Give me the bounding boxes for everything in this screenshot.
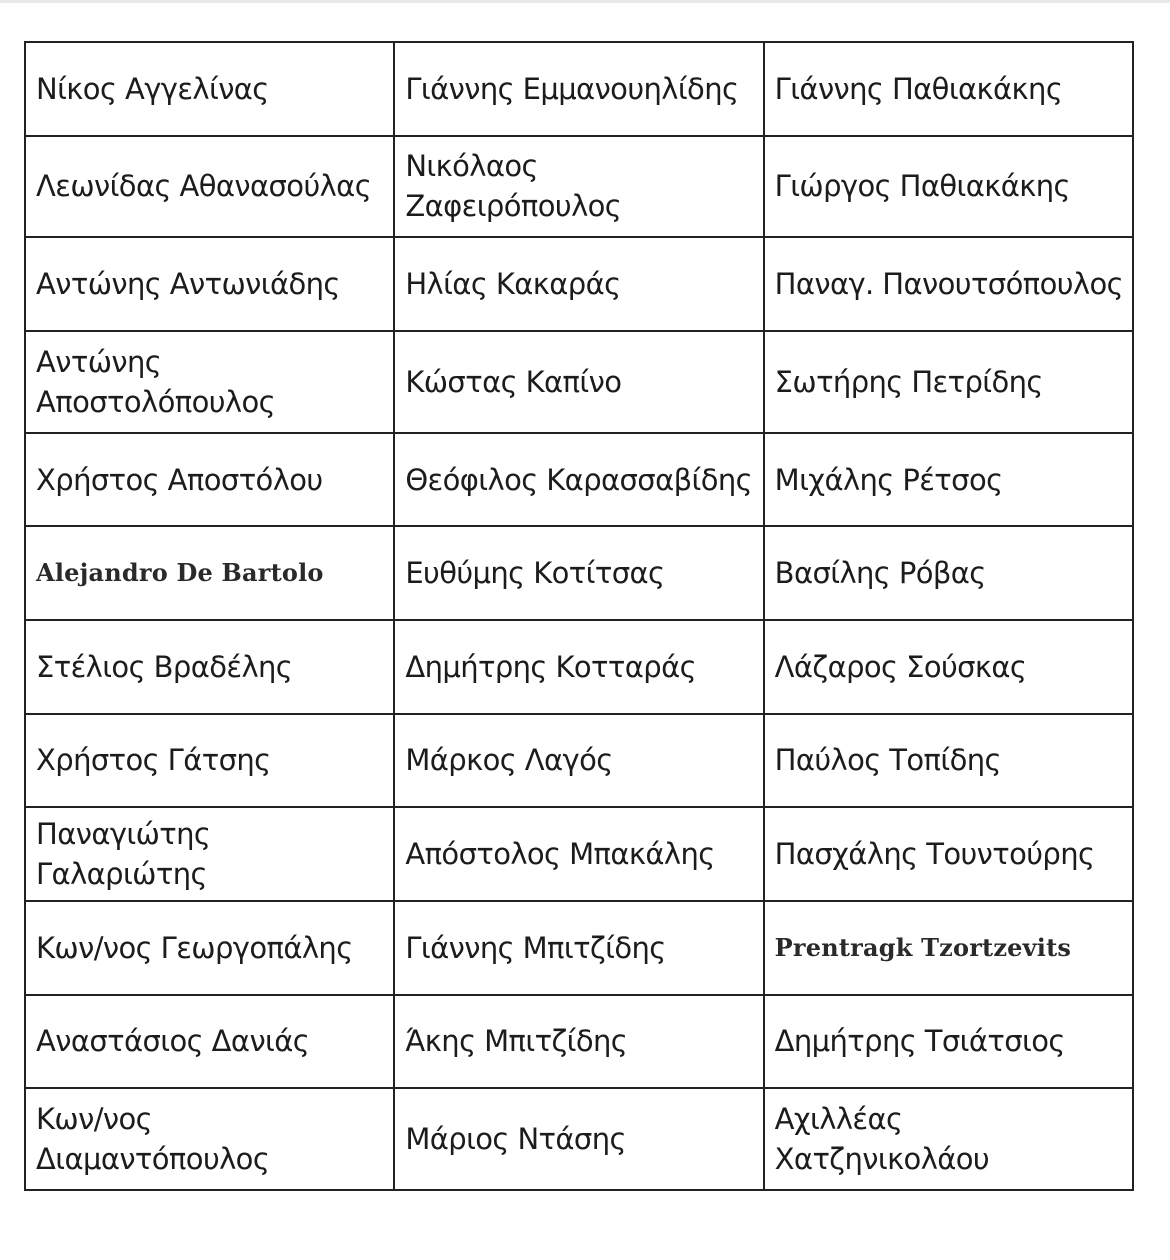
table-cell: Κων/νος Γεωργοπάλης — [25, 901, 394, 995]
table-cell: Άκης Μπιτζίδης — [394, 995, 763, 1089]
table-cell: Πασχάλης Τουντούρης — [764, 807, 1133, 901]
table-cell: Κων/νος Διαμαντόπουλος — [25, 1088, 394, 1190]
table-cell: Γιώργος Παθιακάκης — [764, 136, 1133, 238]
table-cell: Νικόλαος Ζαφειρόπουλος — [394, 136, 763, 238]
table-cell: Αχιλλέας Χατζηνικολάου — [764, 1088, 1133, 1190]
top-divider — [0, 0, 1170, 3]
table-cell: Παύλος Τοπίδης — [764, 714, 1133, 808]
table-cell: Χρήστος Αποστόλου — [25, 433, 394, 527]
table-cell: Ευθύμης Κοτίτσας — [394, 526, 763, 620]
table-cell: Λάζαρος Σούσκας — [764, 620, 1133, 714]
table-row — [25, 901, 1133, 995]
table-cell: Μάριος Ντάσης — [394, 1088, 763, 1190]
table-cell: Prentragk Tzortzevits — [764, 901, 1133, 995]
table-cell: Νίκος Αγγελίνας — [25, 42, 394, 136]
table-row — [25, 714, 1133, 808]
table-row — [25, 237, 1133, 331]
table-cell: Ηλίας Κακαράς — [394, 237, 763, 331]
table-cell: Alejandro De Bartolo — [25, 526, 394, 620]
table-row — [25, 807, 1133, 901]
table-cell: Δημήτρης Κοτταράς — [394, 620, 763, 714]
table-cell: Γιάννης Εμμανουηλίδης — [394, 42, 763, 136]
table-cell: Αναστάσιος Δανιάς — [25, 995, 394, 1089]
table-cell: Μιχάλης Ρέτσος — [764, 433, 1133, 527]
table-cell: Χρήστος Γάτσης — [25, 714, 394, 808]
table-cell: Αντώνης Αντωνιάδης — [25, 237, 394, 331]
table-row — [25, 331, 1133, 433]
table-cell: Παναγιώτης Γαλαριώτης — [25, 807, 394, 901]
table-row — [25, 1088, 1133, 1190]
table-row — [25, 42, 1133, 136]
table-cell: Γιάννης Μπιτζίδης — [394, 901, 763, 995]
table-cell: Στέλιος Βραδέλης — [25, 620, 394, 714]
table-cell: Λεωνίδας Αθανασούλας — [25, 136, 394, 238]
table-row — [25, 526, 1133, 620]
table-cell: Παναγ. Πανουτσόπουλος — [764, 237, 1133, 331]
table-cell: Αντώνης Αποστολόπουλος — [25, 331, 394, 433]
table-cell: Απόστολος Μπακάλης — [394, 807, 763, 901]
table-cell: Σωτήρης Πετρίδης — [764, 331, 1133, 433]
table-row — [25, 433, 1133, 527]
table-cell: Βασίλης Ρόβας — [764, 526, 1133, 620]
table-cell: Θεόφιλος Καρασσαβίδης — [394, 433, 763, 527]
table-row — [25, 995, 1133, 1089]
table-row — [25, 620, 1133, 714]
names-table — [24, 41, 1134, 1191]
table-cell: Γιάννης Παθιακάκης — [764, 42, 1133, 136]
table-cell: Δημήτρης Τσιάτσιος — [764, 995, 1133, 1089]
table-cell: Μάρκος Λαγός — [394, 714, 763, 808]
table-cell: Κώστας Καπίνο — [394, 331, 763, 433]
table-row — [25, 136, 1133, 238]
